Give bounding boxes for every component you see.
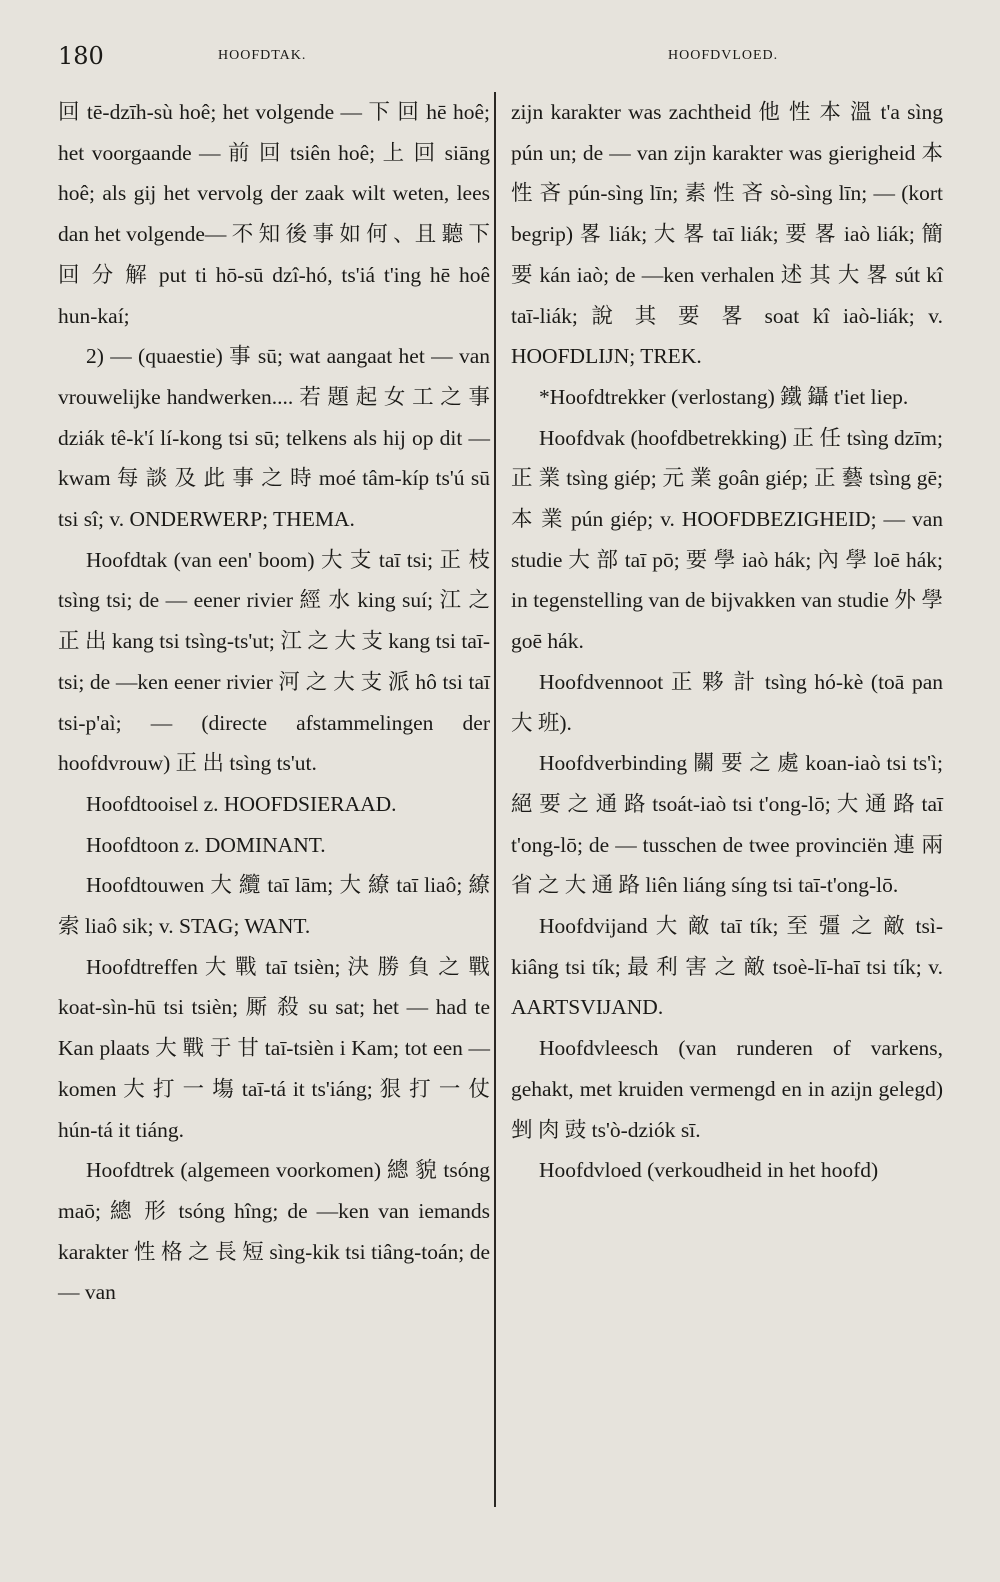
entry-hoofdvloed: Hoofdvloed (verkoudheid in het hoofd) [539, 1158, 879, 1183]
entry-hoofdtak: Hoofdtak (van een' boom) 大 支 taī tsi; 正 枝 tsìng tsi; de — eener rivier 經 水 king suí; 江 之 正 出 kang tsi tsìng-ts'ut; 江 之 大 支 kang tsi taī-tsi; de —ken eener rivier 河 之 大 支 派 hô tsi taī tsi-p'aì; — (directe afstammelingen der hoofdvrouw) 正 出 tsìng ts'ut. [58, 547, 490, 776]
running-head-left: HOOFDTAK. [218, 48, 307, 63]
entry-hoofdvak: Hoofdvak (hoofdbetrekking) 正 任 tsìng dzīm; 正 業 tsìng giép; 元 業 goân giép; 正 藝 tsìng gē; 本 業 pún giép; v. HOOFDBEZIGHEID; — van studie 大 部 taī pō; 要 學 iaò hák; 內 學 loē hák; in tegenstelling van de bijvakken van studie 外 學 goē hák. [511, 425, 943, 654]
entry-hoofdtouwen: Hoofdtouwen 大 纜 taī lām; 大 繚 taī liaô; 繚 索 liaô sik; v. STAG; WANT. [58, 873, 490, 939]
right-column [511, 92, 943, 1191]
entry-hoofdvijand: Hoofdvijand 大 敵 taī tík; 至 彊 之 敵 tsì-kiâng tsi tík; 最 利 害 之 敵 tsoè-lī-haī tsi tík; v. AARTSVIJAND. [511, 914, 943, 1020]
entry-hoofdtoon: Hoofdtoon z. DOMINANT. [86, 832, 326, 857]
entry-hoofdtrekker: *Hoofdtrekker (verlostang) 鐵 鑷 t'iet liep. [539, 384, 909, 409]
entry-hoofdvennoot: Hoofdvennoot 正 夥 計 tsìng hó-kè (toā pan 大 班). [511, 669, 943, 735]
entry-hoofdtrek-continued: zijn karakter was zachtheid 他 性 本 溫 t'a sìng pún un; de — van zijn karakter was gierigheid 本 性 吝 pún-sìng līn; 素 性 吝 sò-sìng līn; — (kort begrip) 畧 liák; 大 畧 taī liák; 要 畧 iaò liák; 簡 要 kán iaò; de —ken verhalen 述 其 大 畧 sút kî taī-liák; 說 其 要 畧 soat kî iaò-liák; v. HOOFDLIJN; TREK. [511, 100, 943, 369]
column-divider [494, 92, 496, 1507]
entry-hoofdtreffen: Hoofdtreffen 大 戰 taī tsièn; 決 勝 負 之 戰 koat-sìn-hū tsi tsièn; 厮 殺 su sat; het — had te Kan plaats 大 戰 于 甘 taī-tsièn i Kam; tot een — komen 大 打 一 塲 taī-tá it ts'iáng; 狠 打 一 仗 hún-tá it tiáng. [58, 954, 490, 1142]
entry-hoofdtrek: Hoofdtrek (algemeen voorkomen) 總 貌 tsóng maō; 總 形 tsóng hîng; de —ken van iemands karakter 性 格 之 長 短 sìng-kik tsi tiâng-toán; de — van [58, 1158, 490, 1305]
entry-quaestie: 2) — (quaestie) 事 sū; wat aangaat het — van vrouwelijke handwerken.... 若 題 起 女 工 之 事 dziák tê-k'í lí-kong tsi sū; telkens als hij op dit — kwam 每 談 及 此 事 之 時 moé tâm-kíp ts'ú sū tsi sî; v. ONDERWERP; THEMA. [58, 344, 490, 532]
entry-hoofdvleesch: Hoofdvleesch (van runderen of varkens, gehakt, met kruiden vermengd en in azijn gelegd) 剉 肉 豉 ts'ò-dziók sī. [511, 1036, 943, 1142]
page-number: 180 [58, 42, 104, 70]
entry-continuation: 回 tē-dzīh-sù hoê; het volgende — 下 回 hē hoê; het voorgaande — 前 回 tsiên hoê; 上 回 siāng hoê; als gij het vervolg der zaak wilt weten, lees dan het volgende— 不 知 後 事 如 何 、且 聽 下 回 分 解 put ti hō-sū dzî-hó, ts'iá t'ing hē hoê hun-kaí; [58, 100, 490, 328]
running-head-right: HOOFDVLOED. [668, 48, 779, 63]
left-column [58, 92, 490, 1313]
entry-hoofdverbinding: Hoofdverbinding 關 要 之 處 koan-iaò tsi ts'ì; 絕 要 之 通 路 tsoát-iaò tsi t'ong-lō; 大 通 路 taī t'ong-lō; de — tusschen de twee provinciën 連 兩 省 之 大 通 路 liên liáng síng tsi taī-t'ong-lō. [511, 751, 943, 898]
entry-hoofdtooisel: Hoofdtooisel z. HOOFDSIERAAD. [86, 791, 397, 816]
